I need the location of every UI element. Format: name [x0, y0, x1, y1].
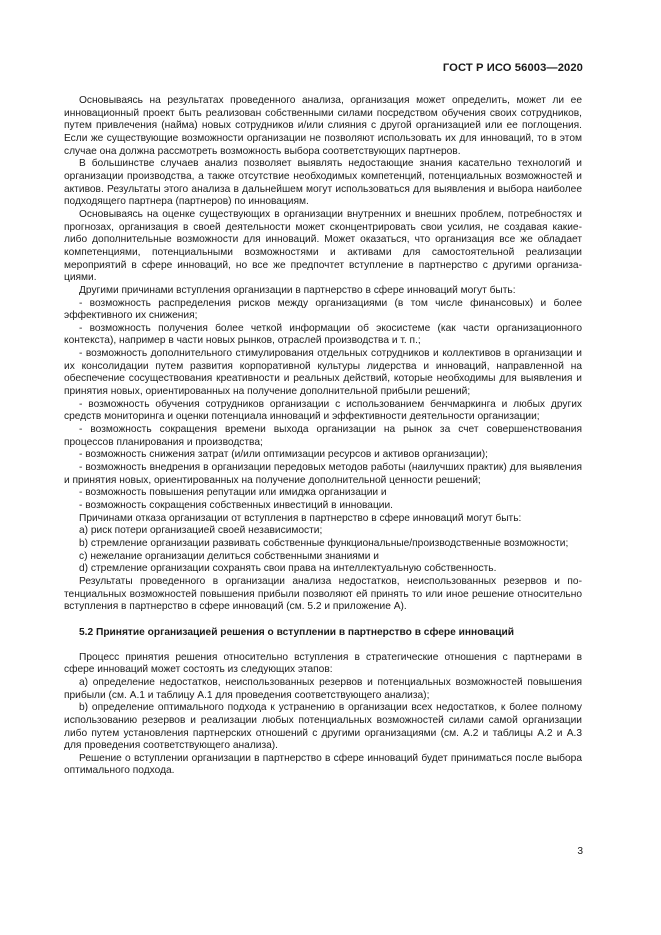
paragraph: Причинами отказа организации от вступления в партнерство в сфере инноваций могут быть: — [79, 512, 522, 524]
list-item: a) определение недостатков, неиспользованных резервов и потенциальных возможностей повышения прибыли (см. А.1 и таблицу А.1 для проведения соответствующего анализа); — [64, 676, 582, 701]
list-item: b) стремление организации развивать собственные функциональные/производственные возможности; — [79, 537, 569, 549]
list-item: - возможность распределения рисков между организациями (в том числе финансовых) и более эффективного их снижения; — [64, 297, 582, 322]
paragraph: Решение о вступлении организации в партнерство в сфере инноваций будет приниматься после выбора оптимального подхода. — [64, 752, 582, 777]
section-title: 5.2 Принятие организацией решения о вступлении в партнерство в сфере инноваций — [79, 626, 515, 638]
document-header: ГОСТ Р ИСО 56003—2020 — [442, 62, 583, 74]
list-item: - возможность сокращения времени выхода организации на рынок за счет совершенствования процессов планирования и производства; — [64, 424, 582, 448]
list-item: - возможность сокращения собственных инвестиций в инновации. — [79, 500, 394, 511]
list-item: - возможность повышения репутации или имиджа организации и — [79, 487, 387, 499]
list-item: b) определение оптимального подхода к устранению в организации всех недостатков, к более полному использованию резервов и реализации любых потенциальных возможностей силами самой организации либо путем установления партнерских отношений с другими организациями (см. А.2 и таблицы А.2 и А.3 для проведения соответствующего анализа). — [64, 702, 582, 752]
page-number: 3 — [577, 846, 583, 857]
list-item: - возможность обучения сотрудников организации с использованием бенчмаркинга и любых других средств мониторинга и оценки потенциала инноваций и эффективности деятельности организации; — [64, 398, 582, 423]
list-item: c) нежелание организации делиться собственными знаниями и — [79, 550, 379, 562]
list-item: - возможность снижения затрат (и/или оптимизации ресурсов и активов организации); — [79, 449, 489, 461]
paragraph: Процесс принятия решения относительно вступления в стратегические отношения с партнерами в сфере инноваций может состоять из следующих этапов: — [64, 651, 582, 676]
paragraph: Основываясь на оценке существующих в организации внутренних и внешних проблем, потребностях и прогнозах, организация в своей деятельности может сконцентрировать свои усилия, не создавая какие-либо дополнительные возможности для инноваций. Может оказаться, что организация все же обладает компетенциями, потенциальными возможностями и активами для самостоятельной реализации мероприятий в сфере инноваций, но все же предпочтет вступление в партнерство с другими организациями. — [64, 208, 582, 284]
paragraph: Результаты проведенного в организации анализа недостатков, неиспользованных резервов и потенциальных возможностей повышения прибыли позволяют ей принять то или иное решение относительно вступления в партнерство в сфере инноваций (см. 5.2 и приложение А). — [64, 575, 582, 613]
paragraph: Другими причинами вступления организации в партнерство в сфере инноваций могут быть: — [79, 284, 516, 296]
list-item: - возможность получения более четкой информации об экосистеме (как части организационного контекста), например в части новых рынков, отраслей производства и т. п.; — [64, 322, 582, 347]
paragraph: В большинстве случаев анализ позволяет выявлять недостающие знания касательно технологий и организации производства, а также отсутствие необходимых компетенций, потенциальных возможностей и активов. Результаты этого анализа в дальнейшем могут использоваться для выявления и выбора наиболее подходящего партнера (партнеров) по инновациям. — [64, 158, 582, 208]
paragraph: Основываясь на результатах проведенного анализа, организация может определить, может ли ее инновационный проект быть реализован собственными силами посредством обучения своих сотрудников, путем привлечения (найма) новых сотрудников и/или слияния с другой организацией или ее поглощения. Если же существующие возможности организации не позволяют использовать их для инноваций, то в этом случае она должна рассмотреть возможность выбора соответствующих партнеров. — [64, 95, 582, 157]
list-item: - возможность внедрения в организации передовых методов работы (наилучших практик) для выявления и принятия новых, ориентированных на получение дополнительной ценности решений; — [64, 462, 582, 486]
list-item: d) стремление организации сохранять свои права на интеллектуальную собственность. — [79, 563, 497, 575]
list-item: a) риск потери организацией своей независимости; — [79, 525, 323, 537]
list-item: - возможность дополнительного стимулирования отдельных сотрудников и коллективов в организации и их консолидации путем развития корпоративной культуры лидерства и инноваций, направленной на обеспечение сосуществования креативности и реальных действий, которые необходимы для выявления и принятия новых, ориентированных на получение дополнительной прибыли решений; — [64, 348, 582, 398]
document-body — [64, 95, 582, 778]
